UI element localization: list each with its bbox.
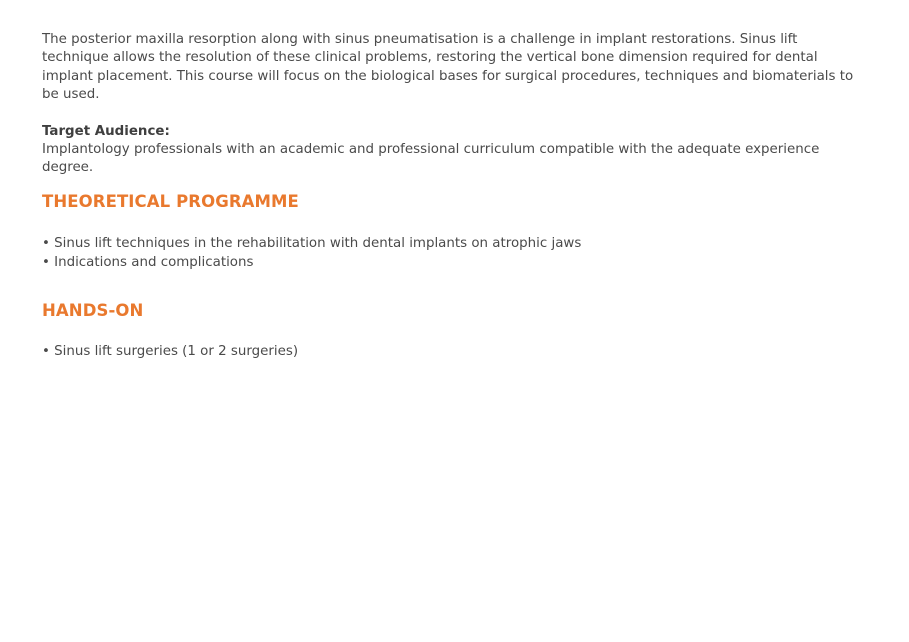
target-audience-block: [42, 123, 862, 178]
target-audience-text: Implantology professionals with an academic and professional curriculum compatible with the adequate experience degree.: [42, 142, 820, 176]
list-item: • Sinus lift surgeries (1 or 2 surgeries): [42, 343, 299, 359]
theoretical-programme-list: [42, 234, 862, 272]
course-description: [42, 31, 862, 361]
list-item: • Sinus lift techniques in the rehabilitation with dental implants on atrophic jaws: [42, 235, 582, 251]
hands-on-list: [42, 342, 862, 361]
intro-paragraph: The posterior maxilla resorption along with sinus pneumatisation is a challenge in implant restorations. Sinus lift technique allows the resolution of these clinical problems, restoring the vertical bone dimension required for dental implant placement. This course will focus on the biological bases for surgical procedures, techniques and biomaterials to be used.: [42, 32, 854, 103]
spacer: [42, 105, 862, 123]
list-item: • Indications and complications: [42, 254, 254, 270]
target-audience-label: Target Audience:: [42, 123, 170, 139]
hands-on-heading: HANDS-ON: [42, 300, 144, 320]
theoretical-programme-heading: THEORETICAL PROGRAMME: [42, 191, 299, 211]
